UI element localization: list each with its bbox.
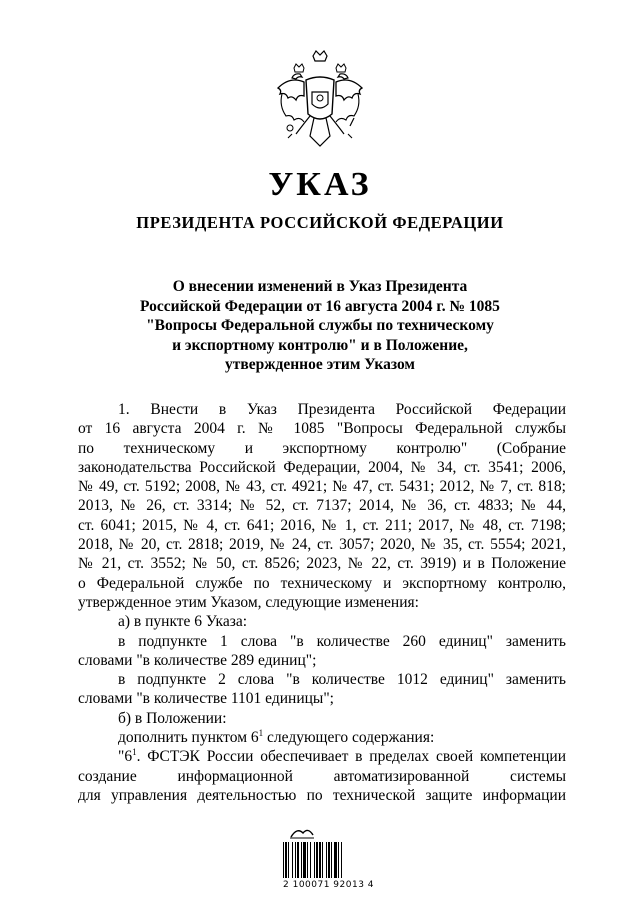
barcode-bar — [295, 842, 296, 878]
paragraph-line: для управления деятельностью по технической защите информации — [78, 786, 566, 804]
barcode-bar — [301, 842, 302, 878]
barcode-bar — [338, 842, 339, 878]
barcode-bar — [297, 842, 299, 878]
paragraph-line: утвержденное этим Указом, следующие изменения: — [78, 593, 419, 611]
text-fragment: . ФСТЭК России обеспечивает в пределах своей компетенции — [136, 748, 566, 766]
heading-line: О внесении изменений в Указ Президента — [172, 278, 468, 295]
barcode — [282, 842, 362, 878]
paragraph-line — [78, 747, 566, 766]
paragraph-line — [78, 728, 566, 747]
barcode-bar — [319, 842, 321, 878]
paragraph-line: словами "в количестве 1101 единицы"; — [78, 690, 334, 708]
paragraph-line: словами "в количестве 289 единиц"; — [78, 651, 317, 669]
barcode-bar — [292, 842, 293, 878]
barcode-bar — [307, 842, 308, 878]
paragraph-line: от 16 августа 2004 г. № 1085 "Вопросы Федеральной службы — [78, 420, 566, 438]
barcode-bar — [310, 842, 311, 878]
heading-line: Российской Федерации от 16 августа 2004 г. № 1085 — [140, 297, 500, 315]
paragraph-line: в подпункте 2 слова "в количестве 1012 единиц" заменить — [118, 671, 566, 689]
paragraph-line: о Федеральной службе по техническому и экспортному контролю, — [78, 574, 566, 592]
paragraph-line: законодательства Российской Федерации, 2004, № 34, ст. 3541; 2006, — [78, 458, 566, 476]
text-fragment: следующего содержания: — [263, 729, 435, 747]
text-fragment: "6 — [118, 748, 133, 766]
paragraph-line: № 21, ст. 3552; № 50, ст. 8526; 2023, № 22, ст. 3919) и в Положение — [78, 555, 566, 573]
barcode-bar — [303, 842, 306, 878]
barcode-bar — [288, 842, 289, 878]
list-item-b: б) в Положении: — [118, 709, 227, 727]
barcode-number: 2 100071 92013 4 — [283, 880, 375, 890]
paragraph-line: по техническому и экспортному контролю" (Собрание — [78, 439, 566, 457]
barcode-bar — [322, 842, 323, 878]
barcode-bar — [314, 842, 315, 878]
heading-line: и экспортному контролю" и в Положение, — [172, 336, 468, 354]
superscript: 1 — [132, 747, 137, 758]
decree-subtitle: ПРЕЗИДЕНТА РОССИЙСКОЙ ФЕДЕРАЦИИ — [136, 213, 504, 232]
barcode-bar — [326, 842, 327, 878]
barcode-bar — [331, 842, 332, 878]
barcode-bar — [341, 842, 342, 878]
list-item-a: а) в пункте 6 Указа: — [118, 613, 248, 631]
superscript: 1 — [258, 727, 264, 738]
barcode-bar — [334, 842, 337, 878]
barcode-bar — [316, 842, 318, 878]
barcode-bar — [285, 842, 287, 878]
barcode-bar — [283, 842, 284, 878]
paragraph-line: ст. 6041; 2015, № 4, ст. 641; 2016, № 1, ст. 211; 2017, № 48, ст. 7198; — [78, 516, 566, 534]
paragraph-line: в подпункте 1 слова "в количестве 260 единиц" заменить — [118, 632, 566, 650]
paragraph-line: 1. Внести в Указ Президента Российской Федерации — [118, 401, 566, 418]
barcode-bar — [328, 842, 330, 878]
heading-line: утвержденное этим Указом — [225, 356, 415, 374]
heading-line: "Вопросы Федеральной службы по техническому — [146, 317, 494, 335]
paragraph-line: 2018, № 20, ст. 2818; 2019, № 24, ст. 3057; 2020, № 35, ст. 5554; 2021, — [78, 536, 566, 554]
paragraph-line: создание информационной автоматизированной системы — [78, 767, 566, 785]
text-fragment: дополнить пунктом 6 — [118, 729, 259, 747]
double-headed-eagle-icon — [270, 48, 370, 158]
paragraph-line: 2013, № 26, ст. 3314; № 52, ст. 7137; 2014, № 36, ст. 4833; № 44, — [78, 497, 566, 515]
paragraph-line: № 49, ст. 5192; 2008, № 43, ст. 4921; № 47, ст. 5431; 2012, № 7, ст. 818; — [78, 478, 566, 496]
decree-heading — [120, 277, 520, 375]
decree-body — [78, 400, 566, 805]
printer-logo-icon — [287, 826, 317, 840]
decree-title: УКАЗ — [268, 166, 372, 203]
